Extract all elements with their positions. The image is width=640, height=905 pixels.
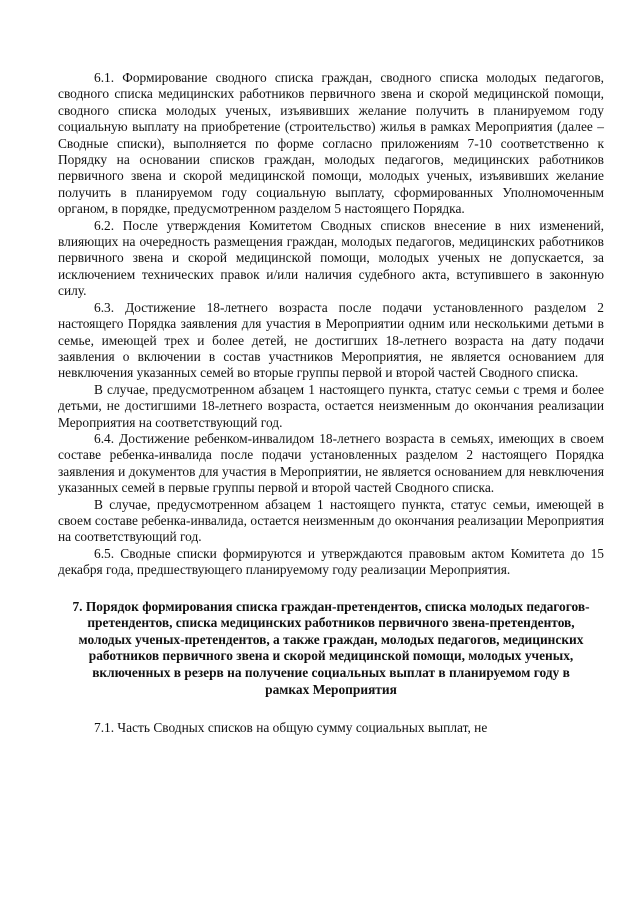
paragraph-6-4-note: В случае, предусмотренном абзацем 1 настоящего пункта, статус семьи, имеющей в своем составе ребенка-инвалида, остается неизменным до окончания реализации Мероприятия на соответствующий год. (58, 496, 604, 545)
paragraph-6-3: 6.3. Достижение 18-летнего возраста после подачи установленного разделом 2 настоящего Порядка заявления для участия в Мероприятии одним или несколькими детьми в семье, имеющей трех и более детей, не достигших 18-летнего возраста на дату подачи заявления о включении в состав участников Мероприятия, не является основанием для невключения указанных семей во вторые группы первой и второй частей Сводного списка. (58, 299, 604, 381)
paragraph-6-2: 6.2. После утверждения Комитетом Сводных списков внесение в них изменений, влияющих на очередность размещения граждан, молодых педагогов, медицинских работников первичного звена и скорой медицинской помощи, молодых ученых не допускается, за исключением технических правок и/или наличия судебного акта, вступившего в законную силу. (58, 217, 604, 299)
paragraph-6-1: 6.1. Формирование сводного списка граждан, сводного списка молодых педагогов, сводного списка медицинских работников первичного звена и скорой медицинской помощи, сводного списка молодых ученых, изъявивших желание получить в планируемом году социальную выплату на приобретение (строительство) жилья в рамках Мероприятия (далее – Сводные списки), выполняется по форме согласно приложениям 7-10 соответственно к Порядку на основании списков граждан, молодых педагогов, медицинских работников первичного звена и скорой медицинской помощи, молодых ученых, изъявивших желание получить в планируемом году социальную выплату, сформированных Уполномоченным органом, в порядке, предусмотренном разделом 5 настоящего Порядка. (58, 70, 604, 217)
section-7-heading: 7. Порядок формирования списка граждан-претендентов, списка молодых педагогов-претендентов, списка медицинских работников первичного звена-претендентов, молодых ученых-претендентов, а также граждан, молодых педагогов, медицинских работников первичного звена и скорой медицинской помощи, молодых ученых, включенных в резерв на получение социальных выплат в планируемом году в рамках Мероприятия (72, 598, 590, 697)
paragraph-6-4: 6.4. Достижение ребенком-инвалидом 18-летнего возраста в семьях, имеющих в своем составе ребенка-инвалида после подачи установленных разделом 2 настоящего Порядка заявления и документов для участия в Мероприятии, не является основанием для невключения указанных семей в первые группы первой и второй частей Сводного списка. (58, 430, 604, 496)
paragraph-6-3-note: В случае, предусмотренном абзацем 1 настоящего пункта, статус семьи с тремя и более детьми, не достигшими 18-летнего возраста, остается неизменным до окончания реализации Мероприятия на соответствующий год. (58, 381, 604, 430)
paragraph-6-5: 6.5. Сводные списки формируются и утверждаются правовым актом Комитета до 15 декабря года, предшествующего планируемому году реализации Мероприятия. (58, 545, 604, 578)
paragraph-7-1: 7.1. Часть Сводных списков на общую сумму социальных выплат, не (94, 720, 488, 736)
